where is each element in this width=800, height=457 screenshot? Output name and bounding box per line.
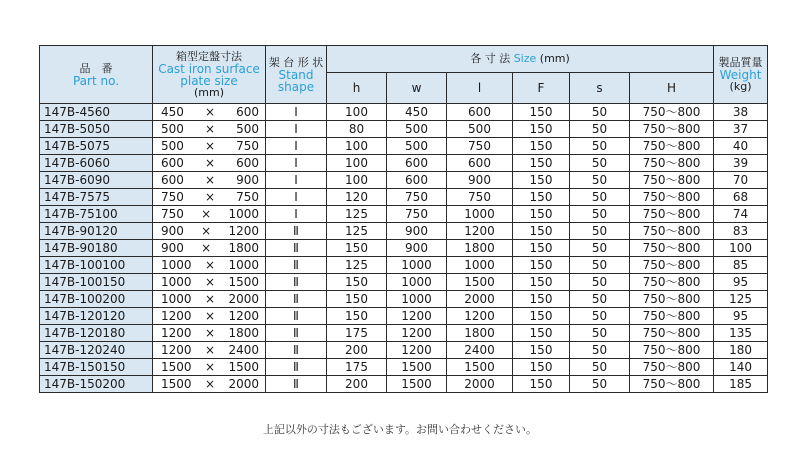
- weight-cell: 37: [714, 121, 768, 138]
- col-l-cell: 750: [447, 189, 513, 206]
- col-s-cell: 50: [570, 189, 630, 206]
- times-sign: ×: [204, 105, 216, 119]
- plate-size-cell: [153, 359, 266, 376]
- plate-size-cell: [153, 104, 266, 121]
- col-l-cell: 600: [447, 155, 513, 172]
- col-big-h-cell: 750～800: [630, 206, 714, 223]
- col-big-h-cell: 750～800: [630, 138, 714, 155]
- stand-shape-cell: Ⅱ: [266, 325, 327, 342]
- stand-shape-cell: Ⅱ: [266, 291, 327, 308]
- plate-size-cell: [153, 155, 266, 172]
- part-no-cell: 147B-150200: [40, 376, 153, 393]
- plate-size-cell: [153, 325, 266, 342]
- spec-table: [39, 45, 768, 393]
- plate-width: 1500: [161, 377, 192, 391]
- times-sign: ×: [201, 207, 212, 221]
- table-row: [40, 223, 768, 240]
- col-big-h-header: H: [630, 73, 714, 104]
- weight-cell: 140: [714, 359, 768, 376]
- stand-shape-cell: Ⅱ: [266, 376, 327, 393]
- table-row: [40, 189, 768, 206]
- col-big-h-cell: 750～800: [630, 376, 714, 393]
- plate-size-cell: [153, 308, 266, 325]
- plate-size-header: 箱型定盤寸法 Cast iron surface plate size (mm): [153, 46, 266, 104]
- stand-shape-cell: Ⅰ: [266, 138, 327, 155]
- col-f-cell: 150: [513, 189, 570, 206]
- times-sign: ×: [204, 122, 216, 136]
- stand-shape-cell: Ⅱ: [266, 359, 327, 376]
- weight-cell: 180: [714, 342, 768, 359]
- weight-cell: 185: [714, 376, 768, 393]
- table-row: [40, 138, 768, 155]
- times-sign: ×: [204, 173, 216, 187]
- part-no-cell: 147B-120240: [40, 342, 153, 359]
- col-f-cell: 150: [513, 240, 570, 257]
- plate-length: 1800: [228, 326, 259, 340]
- plate-width: 1200: [161, 309, 192, 323]
- part-no-cell: 147B-7575: [40, 189, 153, 206]
- stand-shape-cell: Ⅱ: [266, 342, 327, 359]
- times-sign: ×: [201, 224, 212, 238]
- col-big-h-cell: 750～800: [630, 325, 714, 342]
- plate-width: 1000: [161, 275, 192, 289]
- plate-width: 750: [161, 190, 184, 204]
- plate-length: 1500: [228, 360, 259, 374]
- stand-shape-cell: Ⅱ: [266, 308, 327, 325]
- col-w-cell: 750: [387, 189, 447, 206]
- col-f-cell: 150: [513, 155, 570, 172]
- col-w-cell: 600: [387, 172, 447, 189]
- col-w-cell: 1000: [387, 257, 447, 274]
- stand-shape-cell: Ⅰ: [266, 206, 327, 223]
- part-no-cell: 147B-100150: [40, 274, 153, 291]
- col-s-cell: 50: [570, 257, 630, 274]
- weight-cell: 74: [714, 206, 768, 223]
- stand-shape-cell: Ⅰ: [266, 104, 327, 121]
- col-h-cell: 175: [327, 359, 387, 376]
- plate-width: 750: [161, 207, 184, 221]
- col-l-cell: 1000: [447, 257, 513, 274]
- plate-length: 600: [236, 156, 259, 170]
- plate-length: 1200: [228, 224, 259, 238]
- col-h-cell: 175: [327, 325, 387, 342]
- col-f-cell: 150: [513, 376, 570, 393]
- col-s-cell: 50: [570, 121, 630, 138]
- plate-length: 750: [236, 139, 259, 153]
- col-h-cell: 100: [327, 155, 387, 172]
- plate-length: 750: [236, 190, 259, 204]
- col-h-header: h: [327, 73, 387, 104]
- times-sign: ×: [204, 360, 216, 374]
- plate-width: 1200: [161, 326, 192, 340]
- times-sign: ×: [204, 258, 216, 272]
- col-l-cell: 500: [447, 121, 513, 138]
- plate-size-cell: [153, 172, 266, 189]
- header-row-1: [40, 46, 768, 73]
- col-s-cell: 50: [570, 155, 630, 172]
- weight-cell: 100: [714, 240, 768, 257]
- col-h-cell: 200: [327, 376, 387, 393]
- col-big-h-cell: 750～800: [630, 240, 714, 257]
- col-w-cell: 1000: [387, 274, 447, 291]
- times-sign: ×: [204, 343, 216, 357]
- stand-shape-header: 架 台 形 状 Stand shape: [266, 46, 327, 104]
- plate-length: 1000: [228, 207, 259, 221]
- plate-length: 600: [236, 105, 259, 119]
- plate-size-cell: [153, 342, 266, 359]
- plate-width: 500: [161, 122, 184, 136]
- col-l-cell: 1200: [447, 308, 513, 325]
- plate-size-cell: [153, 291, 266, 308]
- table-row: [40, 206, 768, 223]
- col-f-cell: 150: [513, 308, 570, 325]
- col-w-header: w: [387, 73, 447, 104]
- col-l-cell: 1500: [447, 359, 513, 376]
- plate-size-cell: [153, 257, 266, 274]
- part-no-cell: 147B-4560: [40, 104, 153, 121]
- plate-size-cell: [153, 240, 266, 257]
- col-h-cell: 100: [327, 172, 387, 189]
- col-w-cell: 900: [387, 223, 447, 240]
- table-row: [40, 308, 768, 325]
- size-header: 各 寸 法 Size (mm): [327, 46, 714, 73]
- col-w-cell: 1500: [387, 359, 447, 376]
- col-s-cell: 50: [570, 138, 630, 155]
- plate-size-cell: [153, 206, 266, 223]
- stand-shape-cell: Ⅰ: [266, 121, 327, 138]
- weight-cell: 95: [714, 308, 768, 325]
- col-h-cell: 125: [327, 206, 387, 223]
- plate-size-cell: [153, 189, 266, 206]
- plate-size-cell: [153, 376, 266, 393]
- col-w-cell: 1500: [387, 376, 447, 393]
- times-sign: ×: [204, 377, 216, 391]
- col-l-cell: 1800: [447, 240, 513, 257]
- col-h-cell: 100: [327, 104, 387, 121]
- col-f-cell: 150: [513, 257, 570, 274]
- times-sign: ×: [204, 326, 216, 340]
- plate-size-cell: [153, 138, 266, 155]
- weight-cell: 39: [714, 155, 768, 172]
- table-row: [40, 155, 768, 172]
- plate-length: 500: [236, 122, 259, 136]
- col-big-h-cell: 750～800: [630, 223, 714, 240]
- col-l-cell: 2000: [447, 291, 513, 308]
- col-big-h-cell: 750～800: [630, 257, 714, 274]
- stand-shape-cell: Ⅰ: [266, 172, 327, 189]
- col-l-header: l: [447, 73, 513, 104]
- col-s-header: s: [570, 73, 630, 104]
- col-h-cell: 150: [327, 308, 387, 325]
- table-row: [40, 240, 768, 257]
- plate-length: 900: [236, 173, 259, 187]
- plate-length: 1000: [228, 258, 259, 272]
- plate-width: 600: [161, 173, 184, 187]
- stand-shape-cell: Ⅱ: [266, 274, 327, 291]
- times-sign: ×: [204, 139, 216, 153]
- plate-size-cell: [153, 121, 266, 138]
- col-l-cell: 1500: [447, 274, 513, 291]
- weight-cell: 38: [714, 104, 768, 121]
- plate-size-cell: [153, 223, 266, 240]
- col-h-cell: 125: [327, 257, 387, 274]
- col-f-cell: 150: [513, 291, 570, 308]
- plate-length: 1500: [228, 275, 259, 289]
- col-w-cell: 600: [387, 155, 447, 172]
- col-f-cell: 150: [513, 172, 570, 189]
- col-s-cell: 50: [570, 308, 630, 325]
- col-h-cell: 120: [327, 189, 387, 206]
- plate-size-cell: [153, 274, 266, 291]
- col-l-cell: 600: [447, 104, 513, 121]
- col-h-cell: 125: [327, 223, 387, 240]
- col-w-cell: 900: [387, 240, 447, 257]
- table-row: [40, 104, 768, 121]
- col-s-cell: 50: [570, 376, 630, 393]
- times-sign: ×: [201, 241, 212, 255]
- weight-cell: 68: [714, 189, 768, 206]
- col-w-cell: 1200: [387, 342, 447, 359]
- col-big-h-cell: 750～800: [630, 104, 714, 121]
- col-s-cell: 50: [570, 342, 630, 359]
- part-no-cell: 147B-150150: [40, 359, 153, 376]
- weight-cell: 85: [714, 257, 768, 274]
- plate-width: 900: [161, 224, 184, 238]
- stand-shape-cell: Ⅰ: [266, 155, 327, 172]
- col-s-cell: 50: [570, 104, 630, 121]
- col-l-cell: 2400: [447, 342, 513, 359]
- table-row: [40, 376, 768, 393]
- col-f-cell: 150: [513, 325, 570, 342]
- col-f-cell: 150: [513, 104, 570, 121]
- stand-shape-cell: Ⅱ: [266, 223, 327, 240]
- col-w-cell: 500: [387, 138, 447, 155]
- weight-cell: 70: [714, 172, 768, 189]
- col-h-cell: 150: [327, 240, 387, 257]
- plate-length: 2000: [228, 377, 259, 391]
- stand-shape-cell: Ⅱ: [266, 257, 327, 274]
- col-w-cell: 500: [387, 121, 447, 138]
- col-h-cell: 80: [327, 121, 387, 138]
- col-s-cell: 50: [570, 274, 630, 291]
- stand-shape-cell: Ⅰ: [266, 189, 327, 206]
- stand-shape-cell: Ⅱ: [266, 240, 327, 257]
- table-row: [40, 342, 768, 359]
- plate-width: 450: [161, 105, 184, 119]
- weight-cell: 125: [714, 291, 768, 308]
- plate-width: 500: [161, 139, 184, 153]
- weight-cell: 135: [714, 325, 768, 342]
- table-row: [40, 325, 768, 342]
- col-l-cell: 900: [447, 172, 513, 189]
- col-f-header: F: [513, 73, 570, 104]
- col-h-cell: 150: [327, 274, 387, 291]
- table-row: [40, 257, 768, 274]
- col-f-cell: 150: [513, 274, 570, 291]
- weight-cell: 95: [714, 274, 768, 291]
- col-l-cell: 1200: [447, 223, 513, 240]
- weight-cell: 40: [714, 138, 768, 155]
- col-big-h-cell: 750～800: [630, 342, 714, 359]
- plate-length: 2000: [228, 292, 259, 306]
- times-sign: ×: [204, 190, 216, 204]
- col-s-cell: 50: [570, 359, 630, 376]
- col-f-cell: 150: [513, 359, 570, 376]
- col-w-cell: 750: [387, 206, 447, 223]
- col-big-h-cell: 750～800: [630, 155, 714, 172]
- plate-width: 1000: [161, 292, 192, 306]
- times-sign: ×: [204, 275, 216, 289]
- plate-length: 1800: [228, 241, 259, 255]
- col-f-cell: 150: [513, 121, 570, 138]
- plate-width: 900: [161, 241, 184, 255]
- table-row: [40, 274, 768, 291]
- col-big-h-cell: 750～800: [630, 189, 714, 206]
- col-h-cell: 100: [327, 138, 387, 155]
- part-no-cell: 147B-6060: [40, 155, 153, 172]
- times-sign: ×: [204, 309, 216, 323]
- part-no-cell: 147B-5075: [40, 138, 153, 155]
- col-big-h-cell: 750～800: [630, 172, 714, 189]
- col-h-cell: 200: [327, 342, 387, 359]
- table-row: [40, 121, 768, 138]
- times-sign: ×: [204, 292, 216, 306]
- col-f-cell: 150: [513, 342, 570, 359]
- col-big-h-cell: 750～800: [630, 121, 714, 138]
- col-l-cell: 1000: [447, 206, 513, 223]
- col-f-cell: 150: [513, 138, 570, 155]
- part-no-cell: 147B-90180: [40, 240, 153, 257]
- times-sign: ×: [204, 156, 216, 170]
- plate-width: 1000: [161, 258, 192, 272]
- col-f-cell: 150: [513, 206, 570, 223]
- table-row: [40, 172, 768, 189]
- col-w-cell: 1200: [387, 325, 447, 342]
- col-s-cell: 50: [570, 240, 630, 257]
- table-row: [40, 291, 768, 308]
- col-w-cell: 1200: [387, 308, 447, 325]
- weight-cell: 83: [714, 223, 768, 240]
- col-s-cell: 50: [570, 223, 630, 240]
- col-l-cell: 2000: [447, 376, 513, 393]
- col-s-cell: 50: [570, 325, 630, 342]
- col-big-h-cell: 750～800: [630, 308, 714, 325]
- col-f-cell: 150: [513, 223, 570, 240]
- col-s-cell: 50: [570, 172, 630, 189]
- col-s-cell: 50: [570, 291, 630, 308]
- plate-length: 2400: [228, 343, 259, 357]
- part-no-cell: 147B-100100: [40, 257, 153, 274]
- col-w-cell: 450: [387, 104, 447, 121]
- spec-table-body: [40, 104, 768, 393]
- part-no-cell: 147B-120180: [40, 325, 153, 342]
- plate-width: 1500: [161, 360, 192, 374]
- plate-length: 1200: [228, 309, 259, 323]
- col-l-cell: 750: [447, 138, 513, 155]
- col-s-cell: 50: [570, 206, 630, 223]
- table-row: [40, 359, 768, 376]
- part-no-cell: 147B-75100: [40, 206, 153, 223]
- part-no-cell: 147B-90120: [40, 223, 153, 240]
- plate-width: 600: [161, 156, 184, 170]
- part-no-cell: 147B-120120: [40, 308, 153, 325]
- part-no-cell: 147B-5050: [40, 121, 153, 138]
- plate-width: 1200: [161, 343, 192, 357]
- col-big-h-cell: 750～800: [630, 291, 714, 308]
- part-no-header: 品 番 Part no.: [40, 46, 153, 104]
- col-big-h-cell: 750～800: [630, 359, 714, 376]
- part-no-cell: 147B-100200: [40, 291, 153, 308]
- footnote: 上記以外の寸法もございます。お問い合わせください。: [262, 423, 538, 436]
- col-l-cell: 1800: [447, 325, 513, 342]
- col-w-cell: 1000: [387, 291, 447, 308]
- weight-header: 製品質量 Weight (kg): [714, 46, 768, 104]
- col-h-cell: 150: [327, 291, 387, 308]
- col-big-h-cell: 750～800: [630, 274, 714, 291]
- part-no-cell: 147B-6090: [40, 172, 153, 189]
